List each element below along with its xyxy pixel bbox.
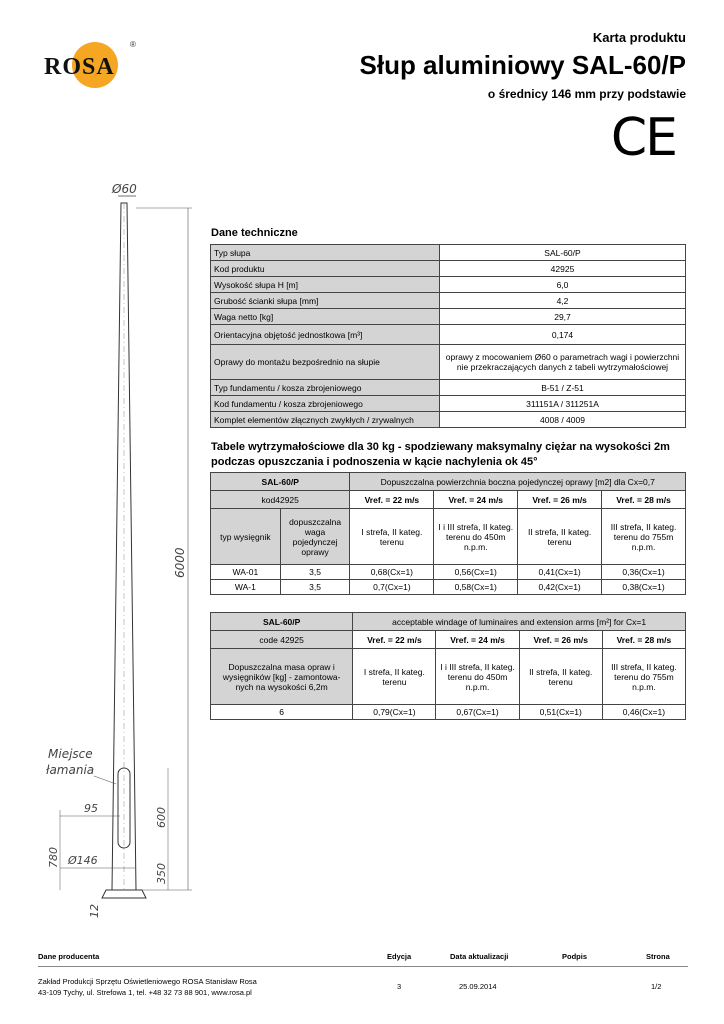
rosa-logo bbox=[42, 42, 142, 92]
zone-2-header: I i III strefa, II kateg. terenu do 450m n.p.m. bbox=[436, 649, 519, 705]
vref-24: Vref. = 24 m/s bbox=[436, 631, 519, 649]
arm-cell: WA-01 bbox=[211, 565, 281, 580]
product-card-label: Karta produktu bbox=[592, 30, 686, 45]
door-width-label: 95 bbox=[84, 802, 98, 815]
height-dim-label: 6000 bbox=[173, 547, 187, 578]
page-label: Strona bbox=[646, 952, 670, 961]
value-cell: 0,42(Cx=1) bbox=[518, 580, 602, 595]
tech-value: 6,0 bbox=[440, 277, 686, 293]
value-cell: 0,79(Cx=1) bbox=[353, 705, 436, 720]
base-plate-label: 12 bbox=[88, 904, 101, 918]
vref-26: Vref. = 26 m/s bbox=[519, 631, 602, 649]
tech-value: 4,2 bbox=[440, 293, 686, 309]
vref-24: Vref. = 24 m/s bbox=[434, 491, 518, 509]
zone-4-header: III strefa, II kateg. terenu do 755m n.p.m. bbox=[602, 649, 685, 705]
value-cell: 0,7(Cx=1) bbox=[350, 580, 434, 595]
table-row bbox=[211, 705, 686, 720]
table-row bbox=[211, 396, 686, 412]
zone-3-header: II strefa, II kateg. terenu bbox=[519, 649, 602, 705]
value-cell: 0,58(Cx=1) bbox=[434, 580, 518, 595]
table-row bbox=[211, 325, 686, 345]
tech-label: Typ fundamentu / kosza zbrojeniowego bbox=[211, 380, 440, 396]
mass-header: Dopuszczalna masa opraw i wysięgników [kg] - zamontowa-nych na wysokości 6,2m bbox=[211, 649, 353, 705]
update-value: 25.09.2014 bbox=[459, 982, 497, 991]
footer-divider bbox=[38, 966, 688, 967]
address-line-1: Zakład Produkcji Sprzętu Oświetleniowego ROSA Stanisław Rosa bbox=[38, 977, 257, 986]
tech-value: 42925 bbox=[440, 261, 686, 277]
tech-label: Kod fundamentu / kosza zbrojeniowego bbox=[211, 396, 440, 412]
weight-cell: 3,5 bbox=[280, 565, 350, 580]
weight-cell: 3,5 bbox=[280, 580, 350, 595]
zone-2-header: I i III strefa, II kateg. terenu do 450m n.p.m. bbox=[434, 509, 518, 565]
tech-value: 4008 / 4009 bbox=[440, 412, 686, 428]
value-cell: 0,46(Cx=1) bbox=[602, 705, 685, 720]
load-table-1 bbox=[210, 472, 686, 595]
zone-3-header: II strefa, II kateg. terenu bbox=[518, 509, 602, 565]
mass-cell: 6 bbox=[211, 705, 353, 720]
table-row bbox=[211, 345, 686, 380]
base-diameter-label: Ø146 bbox=[68, 854, 98, 867]
tech-label: Wysokość słupa H [m] bbox=[211, 277, 440, 293]
arm-cell: WA-1 bbox=[211, 580, 281, 595]
tech-value: SAL-60/P bbox=[440, 245, 686, 261]
page-value: 1/2 bbox=[651, 982, 662, 991]
tech-label: Oprawy do montażu bezpośrednio na słupie bbox=[211, 345, 440, 380]
load-tables-title: Tabele wytrzymałościowe dla 30 kg - spodziewany maksymalny ciężar na wysokości 2m podczas opuszczania i podnoszenia w kącie nachylenia ok 45° bbox=[211, 441, 670, 468]
load-table-2 bbox=[210, 612, 686, 720]
weight-header: dopuszczalna waga pojedynczej oprawy bbox=[280, 509, 350, 565]
vref-28: Vref. = 28 m/s bbox=[602, 491, 686, 509]
tech-label: Kod produktu bbox=[211, 261, 440, 277]
break-label-line1: Miejsce bbox=[48, 747, 93, 761]
tech-table bbox=[210, 244, 686, 428]
vref-22: Vref. = 22 m/s bbox=[350, 491, 434, 509]
producer-address bbox=[38, 976, 257, 998]
vref-26: Vref. = 26 m/s bbox=[518, 491, 602, 509]
tech-value: 311151A / 311251A bbox=[440, 396, 686, 412]
logo-registered-mark: ® bbox=[130, 40, 136, 49]
zone-1-header: I strefa, II kateg. terenu bbox=[350, 509, 434, 565]
signature-label: Podpis bbox=[562, 952, 588, 961]
value-cell: 0,36(Cx=1) bbox=[602, 565, 686, 580]
tech-label: Komplet elementów złącznych zwykłych / zrywalnych bbox=[211, 412, 440, 428]
value-cell: 0,38(Cx=1) bbox=[602, 580, 686, 595]
tech-value: 0,174 bbox=[440, 325, 686, 345]
update-label: Data aktualizacji bbox=[450, 952, 509, 961]
base-offset-label: 780 bbox=[47, 847, 60, 868]
area-header: acceptable windage of luminaires and extension arms [m²] for Cx=1 bbox=[353, 613, 686, 631]
area-header: Dopuszczalna powierzchnia boczna pojedynczej oprawy [m2] dla Cx=0,7 bbox=[350, 473, 686, 491]
table-row bbox=[211, 565, 686, 580]
arm-type-header: typ wysięgnik bbox=[211, 509, 281, 565]
value-cell: 0,68(Cx=1) bbox=[350, 565, 434, 580]
table-row bbox=[211, 245, 686, 261]
edition-value: 3 bbox=[397, 982, 402, 991]
table-row bbox=[211, 412, 686, 428]
table-row bbox=[211, 309, 686, 325]
product-code-cell: code 42925 bbox=[211, 631, 353, 649]
table-row bbox=[211, 380, 686, 396]
tech-label: Typ słupa bbox=[211, 245, 440, 261]
ce-mark-icon: CE bbox=[610, 108, 676, 168]
logo-text: ROSA bbox=[44, 54, 115, 80]
table-row bbox=[211, 580, 686, 595]
table-row bbox=[211, 293, 686, 309]
vref-22: Vref. = 22 m/s bbox=[353, 631, 436, 649]
page-subtitle: o średnicy 146 mm przy podstawie bbox=[487, 87, 686, 101]
door-height-label: 600 bbox=[155, 807, 168, 828]
value-cell: 0,56(Cx=1) bbox=[434, 565, 518, 580]
pole-type-cell: SAL-60/P bbox=[211, 613, 353, 631]
break-label-line2: łamania bbox=[46, 763, 95, 777]
edition-label: Edycja bbox=[387, 952, 412, 961]
top-diameter-label: Ø60 bbox=[112, 182, 137, 196]
tech-value: B-51 / Z-51 bbox=[440, 380, 686, 396]
producer-label: Dane producenta bbox=[38, 952, 100, 961]
value-cell: 0,67(Cx=1) bbox=[436, 705, 519, 720]
door-bottom-label: 350 bbox=[155, 863, 168, 884]
tech-value: 29,7 bbox=[440, 309, 686, 325]
table-row bbox=[211, 277, 686, 293]
table-row bbox=[211, 261, 686, 277]
value-cell: 0,41(Cx=1) bbox=[518, 565, 602, 580]
zone-1-header: I strefa, II kateg. terenu bbox=[353, 649, 436, 705]
tech-label: Grubość ścianki słupa [mm] bbox=[211, 293, 440, 309]
page-title: Słup aluminiowy SAL-60/P bbox=[359, 50, 686, 80]
tech-label: Orientacyjna objętość jednostkowa [m³] bbox=[211, 325, 440, 345]
address-line-2: 43-109 Tychy, ul. Strefowa 1, tel. +48 32 73 88 901, www.rosa.pl bbox=[38, 988, 252, 997]
vref-28: Vref. = 28 m/s bbox=[602, 631, 685, 649]
pole-drawing bbox=[38, 178, 198, 928]
pole-type-cell: SAL-60/P bbox=[211, 473, 350, 491]
tech-title: Dane techniczne bbox=[211, 227, 298, 239]
tech-label: Waga netto [kg] bbox=[211, 309, 440, 325]
product-code-cell: kod42925 bbox=[211, 491, 350, 509]
value-cell: 0,51(Cx=1) bbox=[519, 705, 602, 720]
tech-value: oprawy z mocowaniem Ø60 o parametrach wagi i powierzchni nie przekraczających danych z tabeli wytrzymałościowej bbox=[440, 345, 686, 380]
zone-4-header: III strefa, II kateg. terenu do 755m n.p.m. bbox=[602, 509, 686, 565]
